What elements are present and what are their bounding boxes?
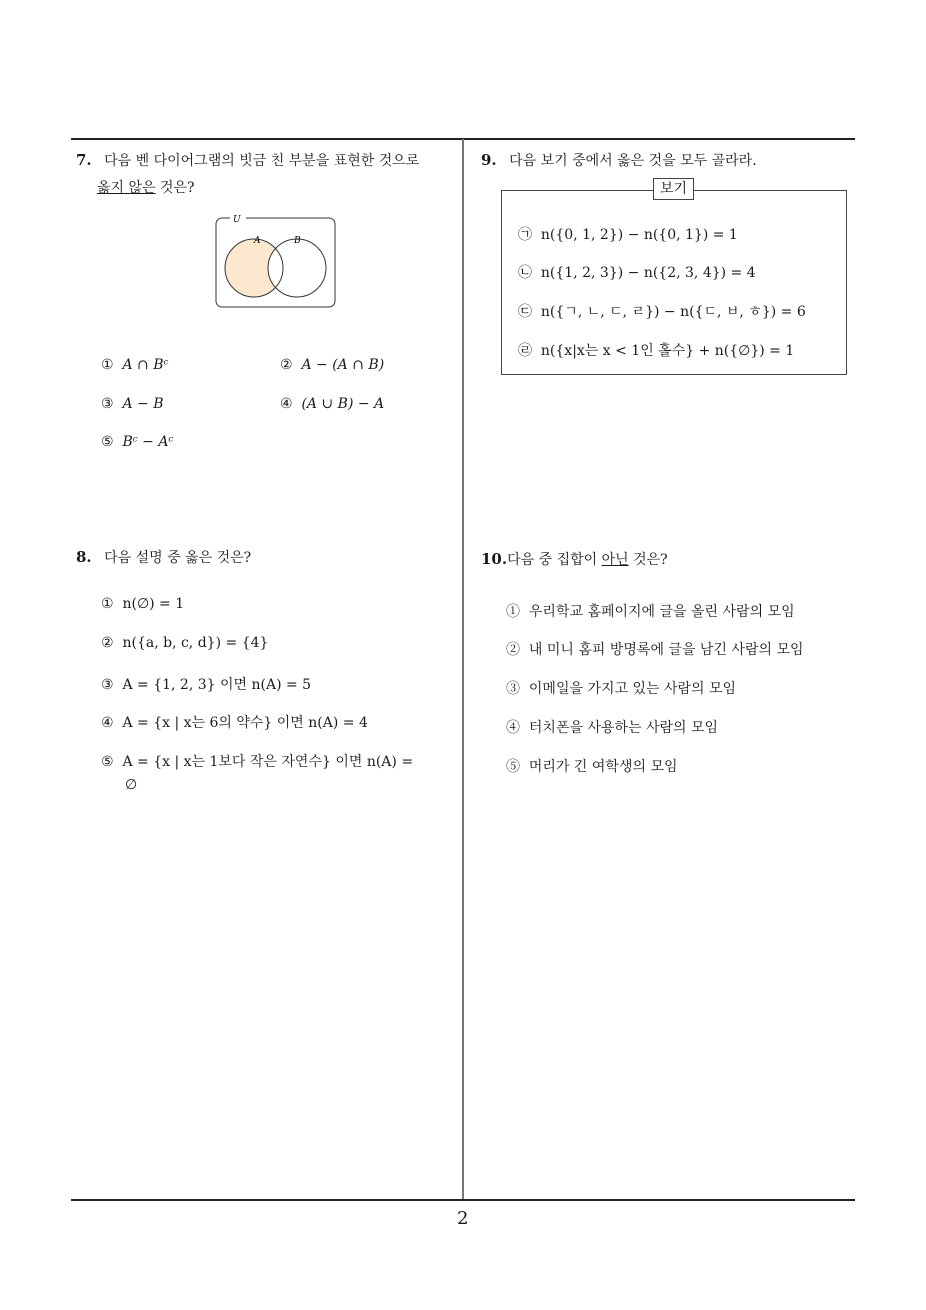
emphasis-underline: 옳지 않은 <box>97 180 156 196</box>
q10-option-5[interactable] <box>506 756 678 776</box>
option-mark: ③ <box>101 396 114 412</box>
set-b-label: B <box>294 236 301 246</box>
item-text: n({ㄱ, ㄴ, ㄷ, ㄹ}) − n({ㄷ, ㅂ, ㅎ}) = 6 <box>540 304 806 320</box>
option-text: Bᶜ − Aᶜ <box>122 434 174 450</box>
q8-option-2[interactable] <box>101 635 268 651</box>
q10-option-4[interactable] <box>506 717 718 737</box>
column-divider <box>462 139 464 1200</box>
emphasis-underline: 아닌 <box>601 552 629 568</box>
venn-diagram <box>214 210 338 310</box>
question-text: 다음 벤 다이어그램의 빗금 친 부분을 표현한 것으로 <box>104 153 420 169</box>
option-mark: ① <box>506 604 520 620</box>
option-text: n(∅) = 1 <box>122 596 185 612</box>
option-mark: ② <box>506 642 520 658</box>
q7-option-1[interactable] <box>101 357 168 373</box>
set-a-label: A <box>254 236 261 246</box>
q9-item-4 <box>518 340 794 360</box>
q10-option-2[interactable] <box>506 639 804 659</box>
q10-option-1[interactable] <box>506 601 795 621</box>
option-mark: ③ <box>101 677 114 693</box>
question-9 <box>481 150 757 170</box>
q7-option-4[interactable] <box>280 396 384 412</box>
universe-label: U <box>233 215 241 225</box>
option-text: (A ∪ B) − A <box>301 396 385 412</box>
q10-option-3[interactable] <box>506 678 736 698</box>
item-mark: ㉢ <box>518 304 532 320</box>
option-mark: ① <box>101 596 114 612</box>
question-number: 7. <box>76 151 92 169</box>
option-text: 터치폰을 사용하는 사람의 모임 <box>528 720 719 736</box>
page-number: 2 <box>457 1208 469 1229</box>
item-mark: ㉣ <box>518 343 532 359</box>
q9-item-1 <box>518 224 738 244</box>
item-text: n({1, 2, 3}) − n({2, 3, 4}) = 4 <box>540 265 756 281</box>
q7-option-3[interactable] <box>101 396 164 412</box>
option-text: 내 미니 홈피 방명록에 글을 남긴 사람의 모임 <box>528 642 804 658</box>
option-text: 우리학교 홈페이지에 글을 올린 사람의 모임 <box>528 604 795 620</box>
question-7 <box>76 150 419 170</box>
option-mark: ② <box>101 635 114 651</box>
question-8 <box>76 547 251 567</box>
bottom-rule <box>71 1199 855 1201</box>
q8-option-3[interactable] <box>101 674 311 694</box>
q8-option-1[interactable] <box>101 596 184 612</box>
option-text: n({a, b, c, d}) = {4} <box>122 635 269 651</box>
option-mark: ① <box>101 357 114 373</box>
question-number: 9. <box>481 151 497 169</box>
option-mark: ④ <box>280 396 293 412</box>
question-10 <box>481 549 668 569</box>
option-mark: ⑤ <box>101 754 114 770</box>
option-mark: ④ <box>506 720 520 736</box>
option-mark: ⑤ <box>101 434 114 450</box>
question-text-rest: 것은? <box>155 180 195 196</box>
option-mark: ⑤ <box>506 759 520 775</box>
option-text: A = {1, 2, 3} 이면 n(A) = 5 <box>122 677 312 693</box>
item-mark: ㉡ <box>518 265 532 281</box>
q8-option-5-continued: ∅ <box>125 777 138 793</box>
item-mark: ㉠ <box>518 227 532 243</box>
q8-option-4[interactable] <box>101 712 368 732</box>
q7-option-5[interactable] <box>101 434 173 450</box>
option-text: A ∩ Bᶜ <box>122 357 169 373</box>
option-text: A − B <box>122 396 164 412</box>
option-text: 이메일을 가지고 있는 사람의 모임 <box>528 681 737 697</box>
q9-item-3 <box>518 301 806 321</box>
question-text: 다음 보기 중에서 옳은 것을 모두 골라라. <box>509 153 757 169</box>
item-text: n({0, 1, 2}) − n({0, 1}) = 1 <box>540 227 738 243</box>
question-number: 8. <box>76 548 92 566</box>
option-mark: ③ <box>506 681 520 697</box>
option-mark: ④ <box>101 715 114 731</box>
option-text: A − (A ∩ B) <box>301 357 385 373</box>
q9-item-2 <box>518 262 756 282</box>
question-7-line2 <box>97 177 195 197</box>
set-b-circle <box>268 239 326 297</box>
q7-option-2[interactable] <box>280 357 384 373</box>
question-text-rest: 것은? <box>628 552 668 568</box>
item-text: n({x|x는 x < 1인 홀수} + n({∅}) = 1 <box>540 343 795 359</box>
option-text: A = {x | x는 6의 약수} 이면 n(A) = 4 <box>122 715 368 731</box>
question-text: 다음 중 집합이 <box>507 552 602 568</box>
option-mark: ② <box>280 357 293 373</box>
question-number: 10. <box>481 550 508 568</box>
option-text: 머리가 긴 여학생의 모임 <box>528 759 678 775</box>
question-text: 다음 설명 중 옳은 것은? <box>104 550 252 566</box>
example-box-label: 보기 <box>653 178 694 200</box>
option-text: A = {x | x는 1보다 작은 자연수} 이면 n(A) = <box>122 754 414 770</box>
q8-option-5[interactable] <box>101 751 413 771</box>
